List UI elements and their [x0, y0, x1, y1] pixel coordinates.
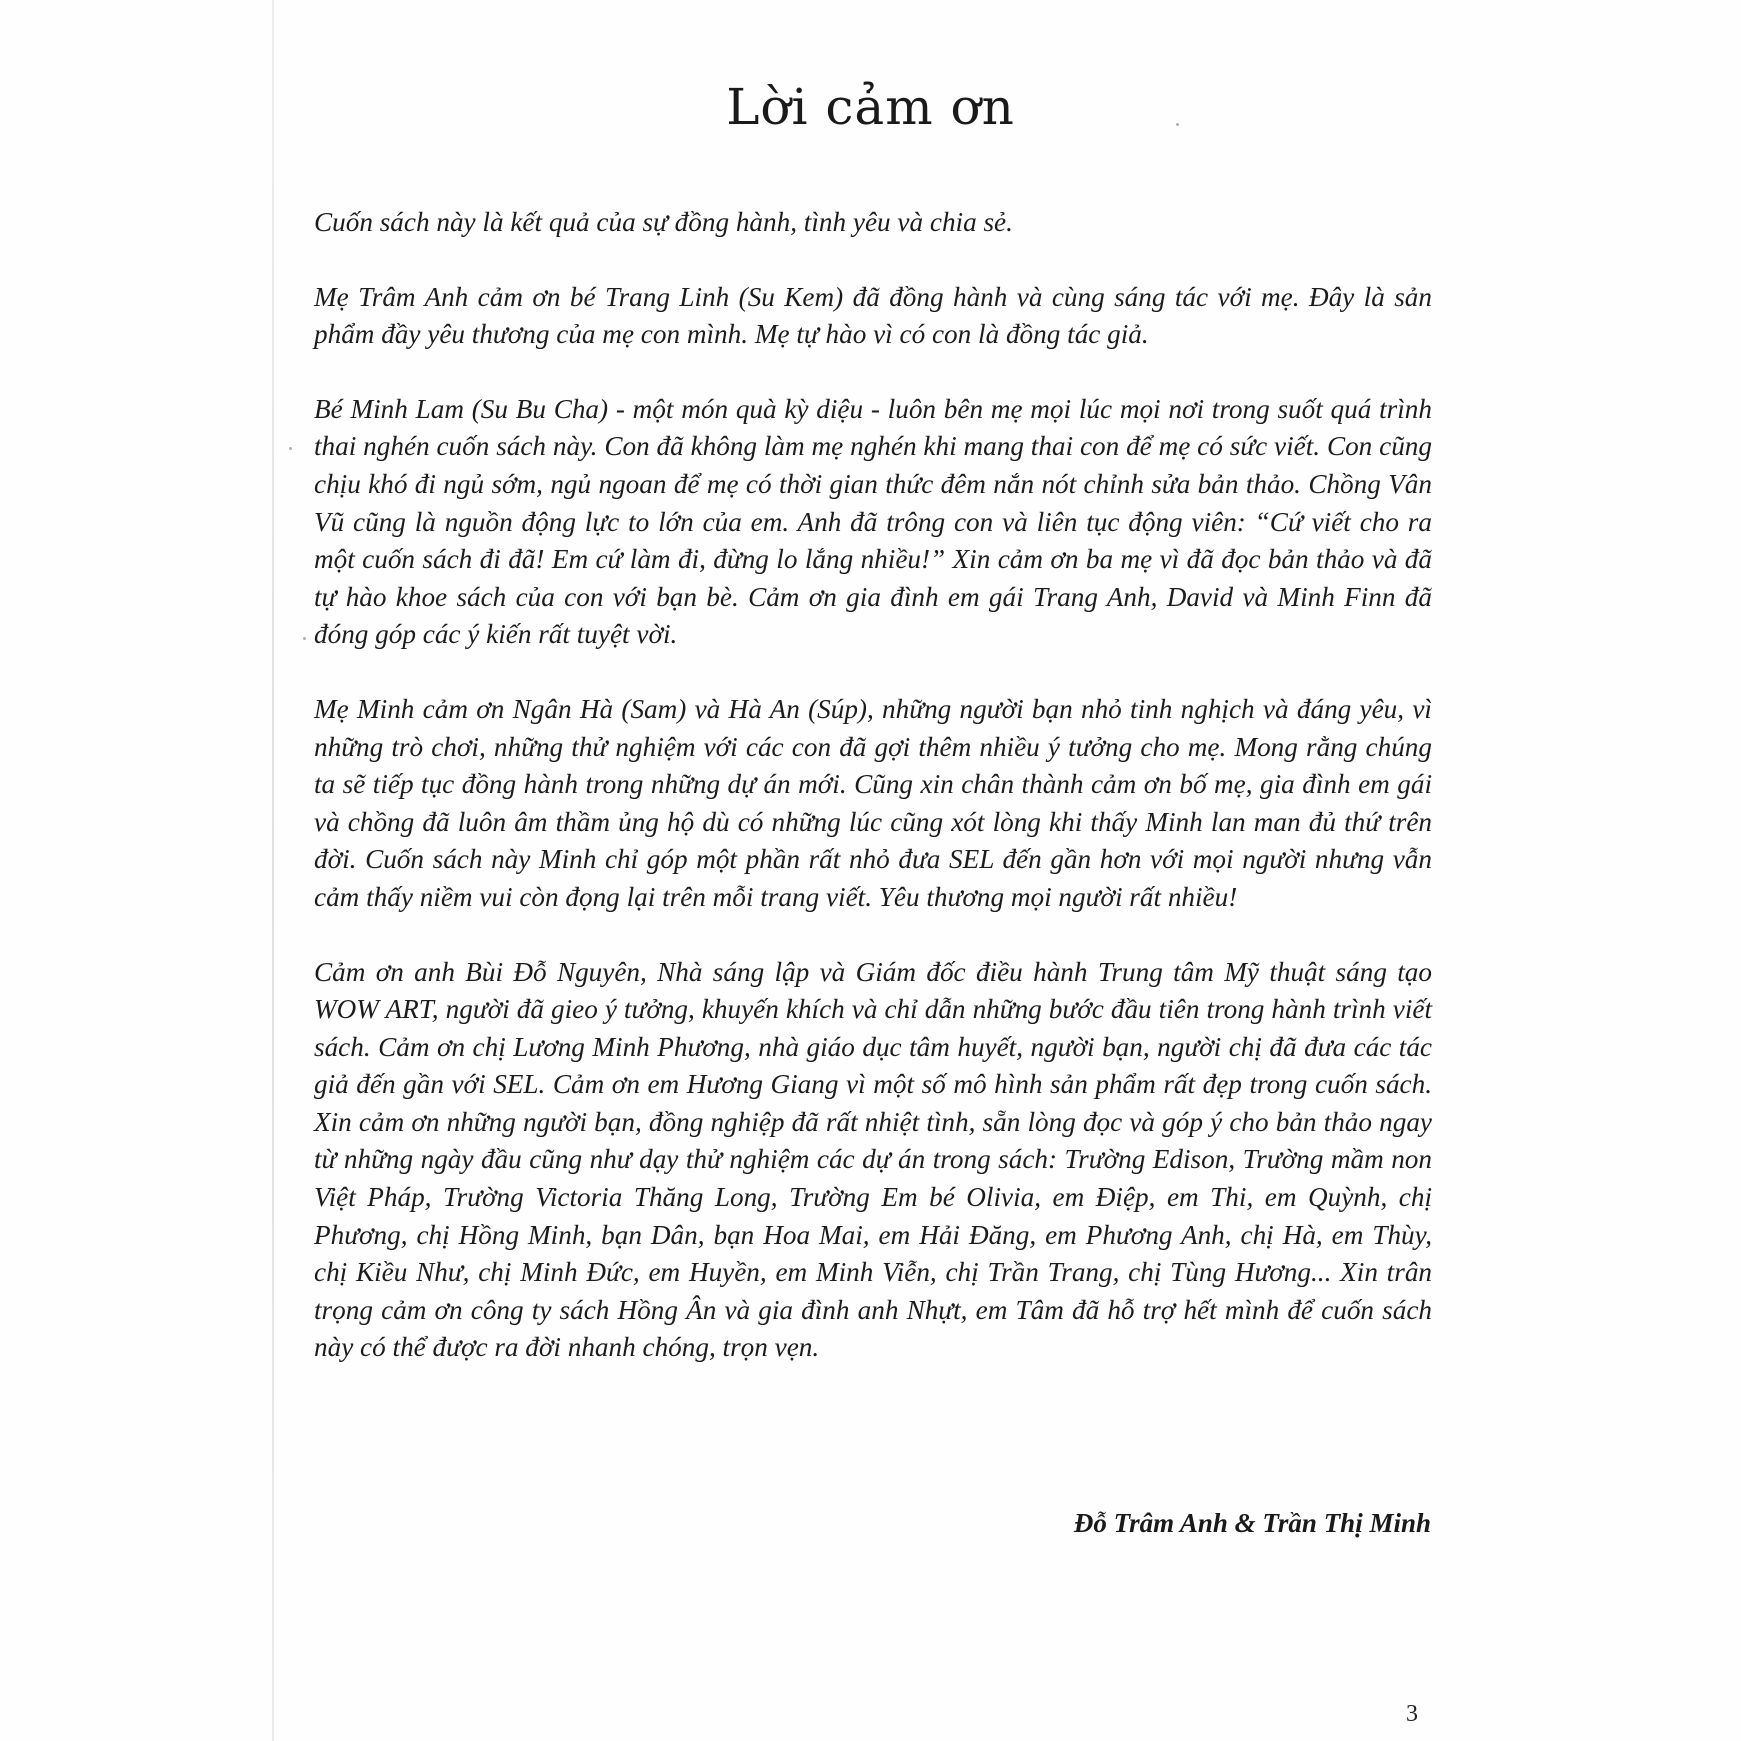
paragraph: Cuốn sách này là kết quả của sự đồng hành, tình yêu và chia sẻ.	[314, 207, 1013, 237]
scan-speck	[303, 637, 306, 640]
paragraph: Mẹ Trâm Anh cảm ơn bé Trang Linh (Su Kem) đã đồng hành và cùng sáng tác với mẹ. Đây là sản phẩm đầy yêu thương của mẹ con mình. Mẹ tự hào vì có con là đồng tác giả.	[314, 281, 1432, 350]
paragraph: Cảm ơn anh Bùi Đỗ Nguyên, Nhà sáng lập và Giám đốc điều hành Trung tâm Mỹ thuật sáng tạo WOW ART, người đã gieo ý tưởng, khuyến khích và chỉ dẫn những bước đầu tiên trong hành trình viết sách. Cảm ơn chị Lương Minh Phương, nhà giáo dục tâm huyết, người bạn, người chị đã đưa các tác giả đến gần với SEL. Cảm ơn em Hương Giang vì một số mô hình sản phẩm rất đẹp trong cuốn sách. Xin cảm ơn những người bạn, đồng nghiệp đã rất nhiệt tình, sẵn lòng đọc và góp ý cho bản thảo ngay từ những ngày đầu cũng như dạy thử nghiệm các dự án trong sách: Trường Edison, Trường mầm non Việt Pháp, Trường Victoria Thăng Long, Trường Em bé Olivia, em Điệp, em Thi, em Quỳnh, chị Phương, chị Hồng Minh, bạn Dân, bạn Hoa Mai, em Hải Đăng, em Phương Anh, chị Hà, em Thùy, chị Kiều Như, chị Minh Đức, em Huyền, em Minh Viễn, chị Trần Trang, chị Tùng Hương... Xin trân trọng cảm ơn công ty sách Hồng Ân và gia đình anh Nhựt, em Tâm đã hỗ trợ hết mình để cuốn sách này có thể được ra đời nhanh chóng, trọn vẹn.	[314, 956, 1432, 1363]
paragraph: Bé Minh Lam (Su Bu Cha) - một món quà kỳ diệu - luôn bên mẹ mọi lúc mọi nơi trong suốt quá trình thai nghén cuốn sách này. Con đã không làm mẹ nghén khi mang thai con để mẹ có sức viết. Con cũng chịu khó đi ngủ sớm, ngủ ngoan để mẹ có thời gian thức đêm nắn nót chỉnh sửa bản thảo. Chồng Vân Vũ cũng là nguồn động lực to lớn của em. Anh đã trông con và liên tục động viên: “Cứ viết cho ra một cuốn sách đi đã! Em cứ làm đi, đừng lo lắng nhiều!” Xin cảm ơn ba mẹ vì đã đọc bản thảo và đã tự hào khoe sách của con với bạn bè. Cảm ơn gia đình em gái Trang Anh, David và Minh Finn đã đóng góp các ý kiến rất tuyệt vời.	[314, 393, 1432, 650]
author-signature: Đỗ Trâm Anh & Trần Thị Minh	[1073, 1508, 1431, 1538]
binding-edge	[272, 0, 274, 1741]
page-title: Lời cảm ơn	[726, 78, 1015, 136]
paragraph: Mẹ Minh cảm ơn Ngân Hà (Sam) và Hà An (Súp), những người bạn nhỏ tinh nghịch và đáng yêu, vì những trò chơi, những thử nghiệm với các con đã gợi thêm nhiều ý tưởng cho mẹ. Mong rằng chúng ta sẽ tiếp tục đồng hành trong những dự án mới. Cũng xin chân thành cảm ơn bố mẹ, gia đình em gái và chồng đã luôn âm thầm ủng hộ dù có những lúc cũng xót lòng khi thấy Minh lan man đủ thứ trên đời. Cuốn sách này Minh chỉ góp một phần rất nhỏ đưa SEL đến gần hơn với mọi người nhưng vẫn cảm thấy niềm vui còn đọng lại trên mỗi trang viết. Yêu thương mọi người rất nhiều!	[314, 693, 1432, 912]
acknowledgement-body	[314, 204, 1432, 1404]
scan-speck	[289, 447, 292, 450]
page-number: 3	[1406, 1701, 1418, 1727]
